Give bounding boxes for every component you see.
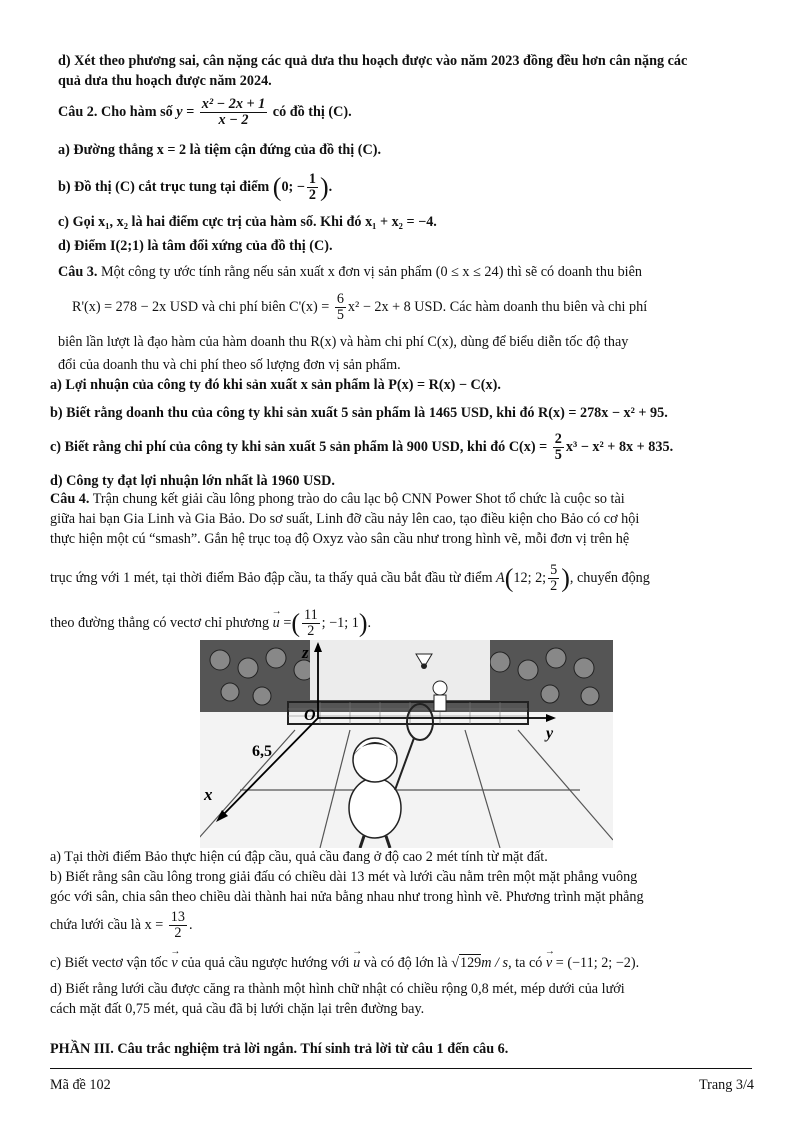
- q4-option-a: a) Tại thời điểm Bảo thực hiện cú đập cầu, quả cầu đang ở độ cao 2 mét tính từ mặt đất.: [50, 849, 548, 865]
- q2-function-fraction: [200, 97, 268, 128]
- q4-vector-v: → v: [171, 954, 177, 972]
- badminton-court-figure: [200, 640, 613, 848]
- q2-option-d: d) Điểm I(2;1) là tâm đối xứng của đồ thị (C).: [58, 238, 333, 254]
- q4-option-d-line2: cách mặt đất 0,75 mét, quả cầu đã bị lưới chặn lại trên đường bay.: [50, 1001, 425, 1017]
- badminton-court-illustration: [200, 640, 613, 848]
- q4-option-b-line2: góc với sân, chia sân theo chiều dài thành hai nửa bằng nhau như trong hình vẽ. Phương trình mặt phẳng: [50, 889, 644, 905]
- q4-label: Câu 4.: [50, 491, 90, 507]
- q4-point-fraction: $\frac{5}{2}$: [550, 562, 558, 594]
- q3-intro: Một công ty ước tính rằng nếu sản xuất x đơn vị sản phẩm (0 ≤ x ≤ 24) thì sẽ có doanh thu biên: [100, 264, 643, 280]
- label-z: z: [302, 643, 309, 662]
- q3-option-c-fraction: $\frac{2}{5}$: [554, 431, 562, 463]
- q4-sqrt-value: 129: [459, 955, 482, 971]
- q2-numerator: x² − 2x + 1: [201, 96, 266, 112]
- q2-y-eq: y =: [176, 103, 195, 120]
- q4-option-b-line3: chứa lưới cầu là x = $\frac{13}{2}$ .: [50, 909, 193, 941]
- back-wall: [310, 640, 490, 700]
- label-x: x: [204, 785, 213, 804]
- q3-option-a: a) Lợi nhuận của công ty đó khi sản xuất x sản phẩm là P(x) = R(x) − C(x).: [50, 377, 501, 393]
- q2-graph-text: có đồ thị (C).: [272, 103, 352, 120]
- q3-stem-line4: đổi của doanh thu và chi phí theo số lượng đơn vị sản phẩm.: [58, 357, 401, 373]
- q2-option-c: c) Gọi x₁, x₂ là hai điểm cực trị của hàm số. Khi đó x₁ + x₂ = −4.: [58, 214, 437, 230]
- label-y: y: [546, 725, 554, 742]
- q2-denominator: x − 2: [218, 112, 249, 128]
- q4-vector-u-ref: → u: [353, 954, 360, 972]
- q4-net-plane-fraction: $\frac{13}{2}$: [170, 909, 185, 941]
- q2-option-a: a) Đường thẳng x = 2 là tiệm cận đứng của đồ thị (C).: [58, 142, 382, 158]
- footer-exam-code: Mã đề 102: [50, 1077, 111, 1093]
- opponent-illustration: [433, 681, 447, 711]
- q2-intro: Cho hàm số: [100, 103, 173, 120]
- q4-option-c: c) Biết vectơ vận tốc → v của quả cầu ngược hướng với → u và có độ lớn là √129m / s, ta có → v = (−11; 2; −2).: [50, 954, 794, 972]
- q2-stem: [58, 97, 794, 137]
- footer-page-number: Trang 3/4: [698, 1077, 754, 1093]
- q2-label: Câu 2.: [58, 103, 98, 120]
- q4-intro: Trận chung kết giải cầu lông phong trào do câu lạc bộ CNN Power Shot tổ chức là cuộc so tài: [92, 491, 625, 507]
- q3-option-c: c) Biết rằng chi phí của công ty khi sản xuất 5 sản phẩm là 900 USD, khi đó C(x) = $\frac{2}{5}$ x³ − x² + 8x + 835.: [50, 431, 674, 463]
- q3-stem-line1: [58, 263, 794, 281]
- q4-stem-line1: [50, 490, 794, 508]
- q3-option-b: b) Biết rằng doanh thu của công ty khi sản xuất 5 sản phẩm là 1465 USD, khi đó R(x) = 278x − x² + 95.: [50, 405, 668, 421]
- q2-option-b-fraction: $\frac{1}{2}$: [308, 171, 316, 203]
- q3-stem-line3: biên lần lượt là đạo hàm của hàm doanh thu R(x) và hàm chi phí C(x), dùng để biểu diễn tốc độ thay: [58, 334, 629, 350]
- q3-option-d: d) Công ty đạt lợi nhuận lớn nhất là 1960 USD.: [50, 473, 335, 489]
- q1-option-d-line2: quả dưa thu hoạch được năm 2024.: [58, 73, 272, 89]
- q1-option-d-line1: d) Xét theo phương sai, cân nặng các quả dưa thu hoạch được vào năm 2023 đồng đều hơn cân nặng các: [58, 53, 688, 69]
- q4-option-d-line1: d) Biết rằng lưới cầu được căng ra thành một hình chữ nhật có chiều rộng 0,8 mét, mép dưới của lưới: [50, 981, 625, 997]
- q3-marginal-cost-fraction: $\frac{6}{5}$: [336, 291, 344, 323]
- q3-label: Câu 3.: [58, 264, 98, 280]
- q4-vector-fraction: $\frac{11}{2}$: [304, 607, 318, 639]
- q2-option-b-point: 0; −: [281, 178, 305, 195]
- label-origin: O: [304, 707, 316, 724]
- q4-vector-v-result: → v: [546, 954, 552, 972]
- part3-heading: PHẦN III. Câu trắc nghiệm trả lời ngắn. Thí sinh trả lời từ câu 1 đến câu 6.: [50, 1041, 509, 1057]
- footer-divider: [50, 1068, 752, 1069]
- q4-stem-line4: trục ứng với 1 mét, tại thời điểm Bảo đập cầu, ta thấy quả cầu bắt đầu từ điểm A(12; 2; $\frac{5}{2}$ ), chuyển động: [50, 562, 650, 594]
- q2-option-b: b) Đồ thị (C) cắt trục tung tại điểm (0; − $\frac{1}{2}$ ).: [58, 171, 333, 203]
- q3-stem-line2: R'(x) = 278 − 2x USD và chi phí biên C'(x) = $\frac{6}{5}$ x² − 2x + 8 USD. Các hàm doanh thu biên và chi phí: [72, 291, 648, 323]
- q4-stem-line3: thực hiện một cú “smash”. Gắn hệ trục toạ độ Oxyz vào sân cầu như trong hình vẽ, mỗi đơn vị trên hệ: [50, 531, 630, 547]
- q4-stem-line5: theo đường thẳng có vectơ chỉ phương → u =( $\frac{11}{2}$ ; −1; 1).: [50, 608, 794, 646]
- q4-vector-u: → u: [273, 614, 280, 632]
- label-6-5: 6,5: [252, 743, 272, 760]
- q4-option-b-line1: b) Biết rằng sân cầu lông trong giải đấu có chiều dài 13 mét và lưới cầu nằm trên một mặt phẳng vuông: [50, 869, 638, 885]
- q4-stem-line2: giữa hai bạn Gia Linh và Gia Bảo. Do sơ suất, Linh đỡ cầu nảy lên cao, tạo điều kiện cho Bảo có cơ hội: [50, 511, 640, 527]
- q2-option-b-text: b) Đồ thị (C) cắt trục tung tại điểm: [58, 178, 270, 195]
